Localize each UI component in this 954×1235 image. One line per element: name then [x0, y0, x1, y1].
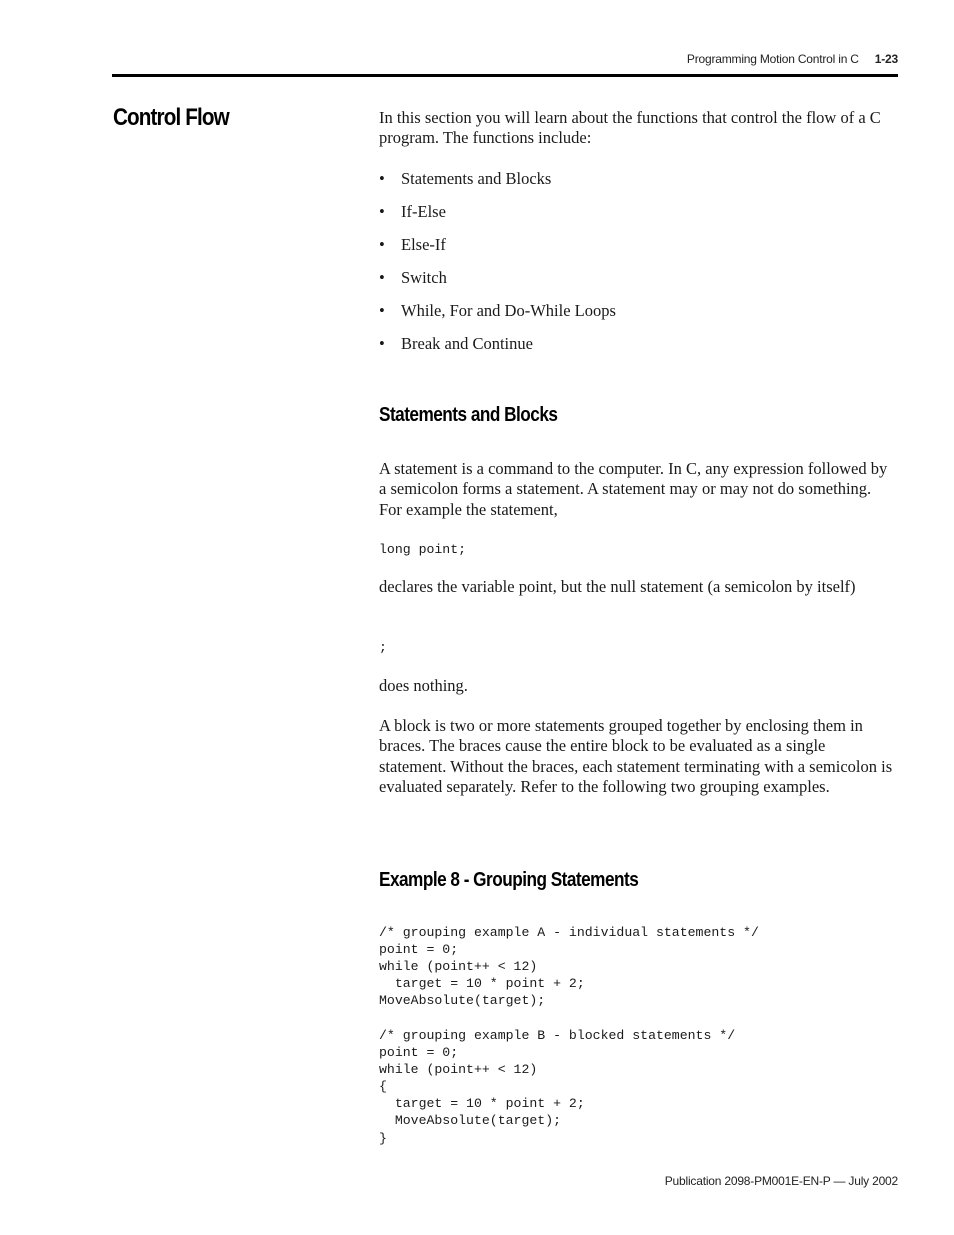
list-item-label: While, For and Do-While Loops: [401, 301, 616, 320]
code-long-point: long point;: [379, 542, 467, 557]
intro-paragraph: In this section you will learn about the functions that control the flow of a C program. The functions include:: [379, 108, 881, 148]
list-item-label: Statements and Blocks: [401, 169, 552, 188]
example-heading: Example 8 - Grouping Statements: [379, 869, 639, 891]
code-example-b: /* grouping example B - blocked statements */ point = 0; while (point++ < 12) { target = 10 * point + 2; MoveAbsolute(target); }: [379, 1028, 736, 1146]
list-item-label: Switch: [401, 268, 447, 287]
bullet-icon: •: [379, 169, 385, 188]
code-null-statement: ;: [379, 640, 387, 655]
list-item-label: If-Else: [401, 202, 446, 221]
list-item: [379, 235, 895, 268]
page-number: 1-23: [874, 52, 898, 66]
running-title: Programming Motion Control in C: [686, 52, 859, 66]
intro-block: [379, 108, 895, 149]
list-item: [379, 268, 895, 301]
list-item: [379, 301, 895, 334]
list-item: [379, 334, 895, 367]
list-item: [379, 202, 895, 235]
bullet-icon: •: [379, 202, 385, 221]
topic-list: [379, 169, 895, 367]
publication-footer: Publication 2098-PM001E-EN-P — July 2002: [664, 1174, 898, 1188]
list-item-label: Else-If: [401, 235, 446, 254]
list-item: [379, 169, 895, 202]
section-title: Control Flow: [113, 104, 229, 131]
list-item-label: Break and Continue: [401, 334, 533, 353]
null-statement-paragraph: declares the variable point, but the null statement (a semicolon by itself): [379, 577, 856, 596]
bullet-icon: •: [379, 235, 385, 254]
bullet-icon: •: [379, 301, 385, 320]
bullet-icon: •: [379, 334, 385, 353]
does-nothing-paragraph: does nothing.: [379, 676, 468, 695]
code-example-a: /* grouping example A - individual statements */ point = 0; while (point++ < 12) target = 10 * point + 2; MoveAbsolute(target);: [379, 925, 759, 1009]
statement-definition-paragraph: A statement is a command to the computer. In C, any expression followed by a semicolon forms a statement. A statement may or may not do something. For example the statement,: [379, 459, 888, 519]
header-rule: [112, 74, 898, 77]
statements-blocks-heading: Statements and Blocks: [379, 404, 558, 426]
block-definition-paragraph: A block is two or more statements grouped together by enclosing them in braces. The braces cause the entire block to be evaluated as a single statement. Without the braces, each statement terminating with a semicolon is evaluated separately. Refer to the following two grouping examples.: [379, 716, 893, 796]
bullet-icon: •: [379, 268, 385, 287]
running-header: [687, 52, 898, 66]
